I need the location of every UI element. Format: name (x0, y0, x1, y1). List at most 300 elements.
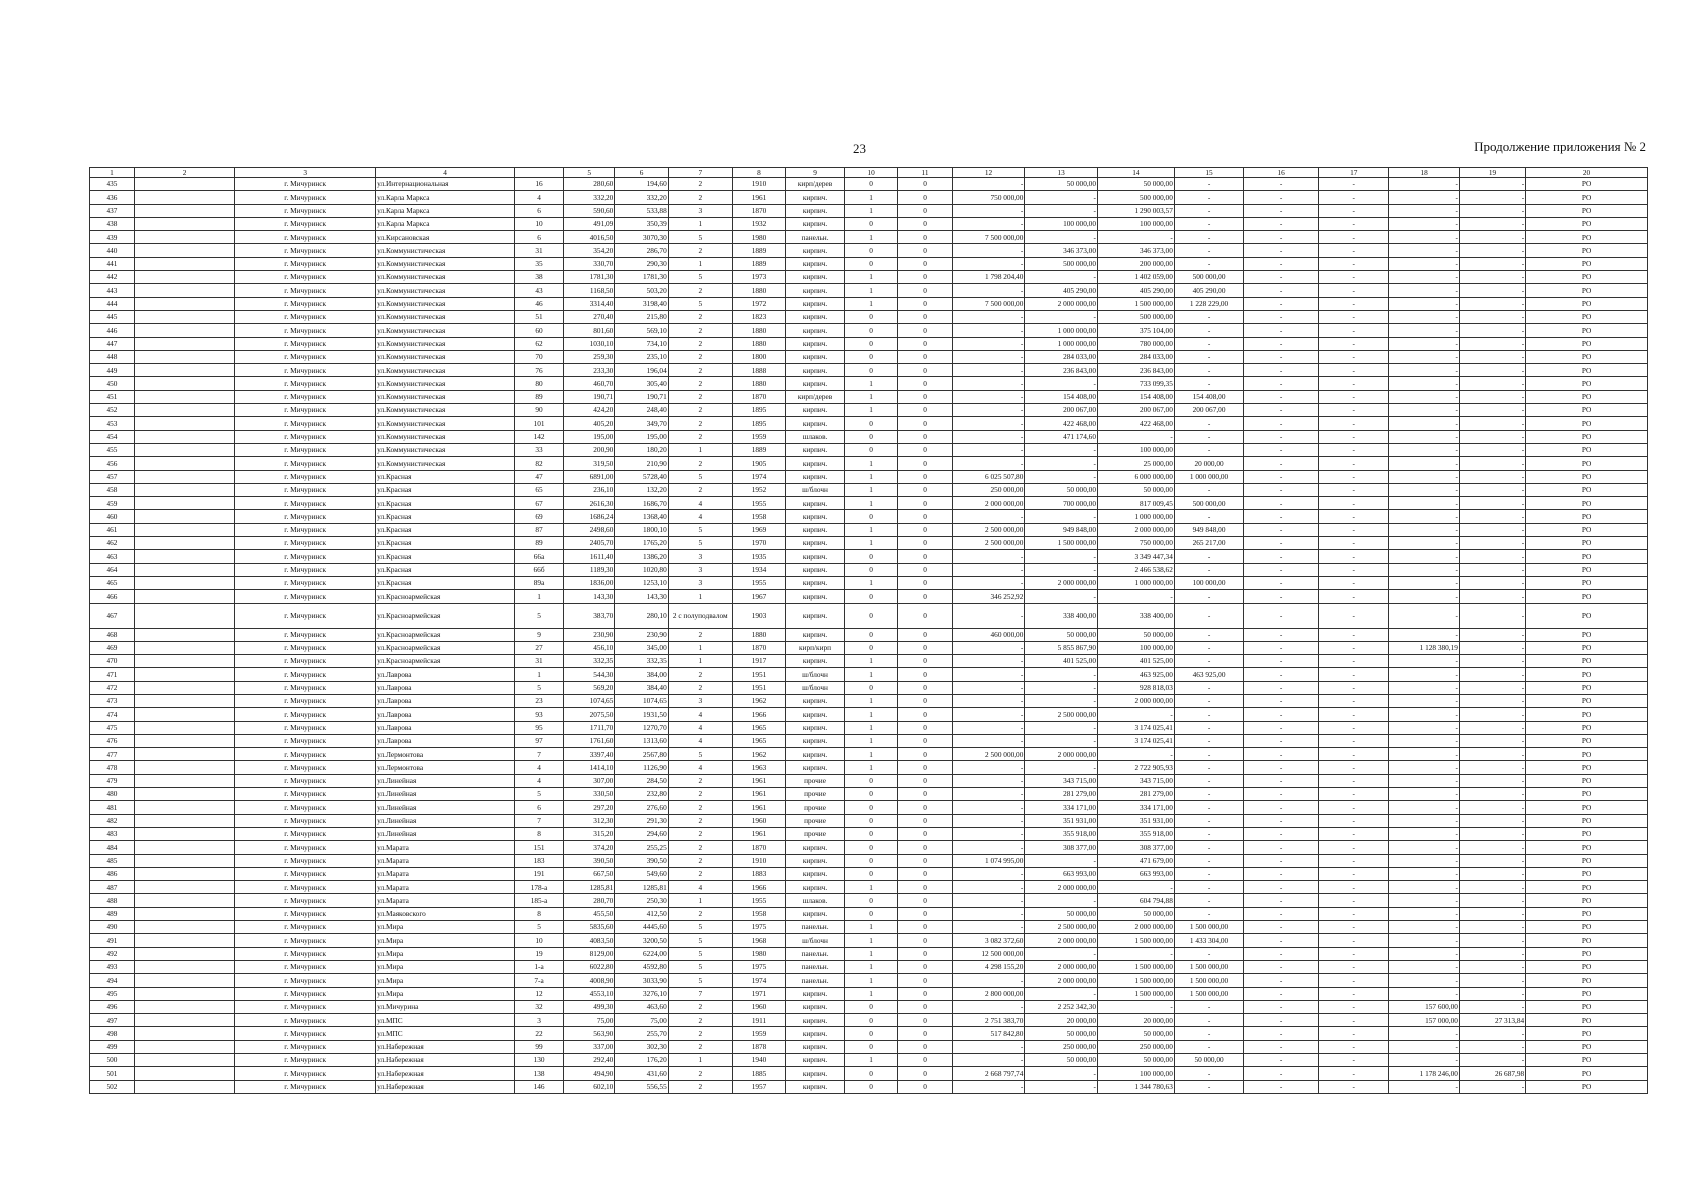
table-row (90, 708, 1648, 721)
table-cell: РО (1526, 457, 1648, 470)
table-cell: 424,20 (564, 404, 615, 417)
table-cell: 50 000,00 (1097, 628, 1174, 641)
table-cell: 5 (668, 470, 732, 483)
table-cell: 0 (844, 324, 897, 337)
table-row (90, 814, 1648, 827)
table-cell: 1 (514, 668, 563, 681)
table-cell: - (1318, 721, 1388, 734)
table-cell: - (1318, 377, 1388, 390)
table-cell: 2 466 538,62 (1097, 563, 1174, 576)
table-cell: 1968 (732, 934, 785, 947)
table-cell: 7 500 000,00 (952, 297, 1025, 310)
table-cell: 485 (90, 854, 135, 867)
table-cell: - (1318, 987, 1388, 1000)
table-cell: 500 000,00 (1174, 497, 1243, 510)
table-cell: 750 000,00 (952, 191, 1025, 204)
table-cell: - (952, 550, 1025, 563)
table-cell: ул.Красная (376, 510, 515, 523)
table-cell: кирпич. (786, 761, 845, 774)
table-cell: г. Мичуринск (235, 628, 376, 641)
table-cell: - (1244, 244, 1319, 257)
table-cell: 6224,00 (615, 947, 668, 960)
table-cell: 405 290,00 (1025, 284, 1098, 297)
table-cell: 95 (514, 721, 563, 734)
table-cell: РО (1526, 814, 1648, 827)
table-cell: 2 (668, 284, 732, 297)
table-cell: г. Мичуринск (235, 257, 376, 270)
table-cell: 0 (844, 1000, 897, 1013)
table-cell: 51 (514, 310, 563, 323)
table-cell: 308 377,00 (1025, 841, 1098, 854)
table-cell: г. Мичуринск (235, 1000, 376, 1013)
table-cell: 0 (898, 641, 952, 654)
table-row (90, 523, 1648, 536)
table-cell: 1870 (732, 641, 785, 654)
table-cell: - (1318, 668, 1388, 681)
table-cell: 1414,10 (564, 761, 615, 774)
table-cell: 76 (514, 364, 563, 377)
table-cell: 1 500 000,00 (1097, 934, 1174, 947)
table-cell: - (1097, 748, 1174, 761)
table-cell: 1974 (732, 974, 785, 987)
table-cell: - (1389, 603, 1459, 628)
table-cell: 281 279,00 (1097, 788, 1174, 801)
table-cell: 0 (844, 563, 897, 576)
table-cell: 2 500 000,00 (952, 748, 1025, 761)
table-cell: 0 (844, 1067, 897, 1080)
appendix-title: Продолжение приложения № 2 (1474, 139, 1646, 154)
table-cell: 1-а (514, 960, 563, 973)
table-cell (134, 881, 234, 894)
table-cell: 3 174 025,41 (1097, 721, 1174, 734)
table-cell: 1895 (732, 404, 785, 417)
table-cell: 1 (668, 641, 732, 654)
table-cell: РО (1526, 1067, 1648, 1080)
table-cell: РО (1526, 443, 1648, 456)
table-cell: 307,00 (564, 774, 615, 787)
table-cell: 1911 (732, 1014, 785, 1027)
table-cell: РО (1526, 1040, 1648, 1053)
column-header: 6 (615, 168, 668, 178)
table-cell: - (1318, 1014, 1388, 1027)
table-cell: прочие (786, 774, 845, 787)
table-cell: 481 (90, 801, 135, 814)
table-cell: - (1244, 788, 1319, 801)
table-cell: 60 (514, 324, 563, 337)
table-cell: 0 (898, 748, 952, 761)
table-cell: 334 171,00 (1097, 801, 1174, 814)
table-row (90, 510, 1648, 523)
table-row (90, 497, 1648, 510)
table-cell: 69 (514, 510, 563, 523)
table-cell: - (1174, 947, 1243, 960)
table-cell: 1 074 995,00 (952, 854, 1025, 867)
table-cell: 50 000,00 (1025, 178, 1098, 191)
table-cell (134, 641, 234, 654)
table-row (90, 244, 1648, 257)
table-cell: - (1174, 907, 1243, 920)
table-cell: 470 (90, 655, 135, 668)
table-cell: 3 (668, 694, 732, 707)
table-cell (134, 297, 234, 310)
table-cell: 0 (898, 563, 952, 576)
table-row (90, 350, 1648, 363)
table-cell: 0 (898, 827, 952, 840)
table-cell: 100 000,00 (1025, 217, 1098, 230)
table-cell: 1 (844, 881, 897, 894)
table-cell: панельн. (786, 921, 845, 934)
table-cell: - (1459, 761, 1525, 774)
table-cell: ул.Красноармейская (376, 628, 515, 641)
table-cell: г. Мичуринск (235, 947, 376, 960)
table-cell: - (952, 390, 1025, 403)
table-cell: 435 (90, 178, 135, 191)
table-cell: 330,50 (564, 788, 615, 801)
table-cell: кирпич. (786, 324, 845, 337)
table-cell: 2 (668, 814, 732, 827)
table-row (90, 563, 1648, 576)
table-cell: 500 000,00 (1097, 310, 1174, 323)
table-cell: ул.Карла Маркса (376, 217, 515, 230)
table-cell: 332,35 (615, 655, 668, 668)
table-cell: г. Мичуринск (235, 694, 376, 707)
table-cell: - (1389, 364, 1459, 377)
table-cell: 0 (898, 894, 952, 907)
table-cell (134, 788, 234, 801)
table-cell: - (1174, 694, 1243, 707)
table-cell: - (1389, 417, 1459, 430)
table-cell: 1975 (732, 921, 785, 934)
table-cell: 750 000,00 (1097, 537, 1174, 550)
table-cell: панельн. (786, 947, 845, 960)
table-cell: 280,70 (564, 894, 615, 907)
table-cell: - (952, 894, 1025, 907)
table-cell: РО (1526, 974, 1648, 987)
table-cell: г. Мичуринск (235, 563, 376, 576)
table-cell: ул.Лаврова (376, 721, 515, 734)
table-cell: РО (1526, 867, 1648, 880)
table-cell: 330,70 (564, 257, 615, 270)
table-cell: 1020,80 (615, 563, 668, 576)
table-cell: г. Мичуринск (235, 390, 376, 403)
table-cell: 1 (668, 590, 732, 603)
table-cell: 0 (844, 801, 897, 814)
table-cell: ул.Мичурина (376, 1000, 515, 1013)
table-cell: 0 (844, 417, 897, 430)
table-cell: кирпич. (786, 510, 845, 523)
table-cell: 422 468,00 (1025, 417, 1098, 430)
table-row (90, 974, 1648, 987)
table-cell: РО (1526, 960, 1648, 973)
table-cell: 2 252 342,30 (1025, 1000, 1098, 1013)
table-cell: 5728,40 (615, 470, 668, 483)
table-cell: - (1318, 457, 1388, 470)
table-cell: 1960 (732, 814, 785, 827)
table-cell: - (1244, 668, 1319, 681)
table-cell: 5 (514, 921, 563, 934)
table-cell: - (1389, 907, 1459, 920)
table-cell: 0 (898, 271, 952, 284)
table-cell: РО (1526, 550, 1648, 563)
table-cell: 456,10 (564, 641, 615, 654)
table-cell: г. Мичуринск (235, 537, 376, 550)
table-cell: 0 (898, 217, 952, 230)
table-row (90, 404, 1648, 417)
table-cell: 5 (668, 297, 732, 310)
table-cell: ул.Коммунистическая (376, 310, 515, 323)
table-cell: 280,60 (564, 178, 615, 191)
table-cell: - (1174, 563, 1243, 576)
table-cell: - (1097, 430, 1174, 443)
table-cell (134, 748, 234, 761)
table-cell: 4 (668, 510, 732, 523)
table-cell: кирп/дерев (786, 178, 845, 191)
table-cell: 471 174,60 (1025, 430, 1098, 443)
table-cell: - (1389, 827, 1459, 840)
table-row (90, 550, 1648, 563)
table-cell: 195,00 (615, 430, 668, 443)
table-cell: 455 (90, 443, 135, 456)
table-row (90, 628, 1648, 641)
table-cell: - (1459, 443, 1525, 456)
table-cell: - (1318, 641, 1388, 654)
table-cell (134, 1000, 234, 1013)
table-cell: - (1318, 417, 1388, 430)
table-cell: 1880 (732, 337, 785, 350)
table-cell: - (1459, 337, 1525, 350)
table-cell: 350,39 (615, 217, 668, 230)
table-cell: г. Мичуринск (235, 774, 376, 787)
table-cell: 463 925,00 (1174, 668, 1243, 681)
table-cell: 250,30 (615, 894, 668, 907)
table-cell: - (1459, 377, 1525, 390)
table-cell: 297,20 (564, 801, 615, 814)
table-cell: 345,00 (615, 641, 668, 654)
table-cell: - (1244, 231, 1319, 244)
table-cell: 0 (898, 974, 952, 987)
table-cell: ул.Красная (376, 497, 515, 510)
table-cell: - (952, 721, 1025, 734)
table-cell: 0 (898, 257, 952, 270)
table-cell: ул.Коммунистическая (376, 443, 515, 456)
table-cell: 349,70 (615, 417, 668, 430)
table-cell: 70 (514, 350, 563, 363)
table-cell: 2 (668, 310, 732, 323)
table-cell: 2 000 000,00 (1025, 960, 1098, 973)
table-cell: - (1459, 510, 1525, 523)
table-cell: кирпич. (786, 1067, 845, 1080)
table-cell: г. Мичуринск (235, 510, 376, 523)
table-cell: РО (1526, 907, 1648, 920)
table-cell: г. Мичуринск (235, 470, 376, 483)
table-cell: 1 344 780,63 (1097, 1080, 1174, 1093)
table-cell: г. Мичуринск (235, 1040, 376, 1053)
table-row (90, 1027, 1648, 1040)
table-cell: 0 (898, 721, 952, 734)
table-cell: 332,20 (615, 191, 668, 204)
table-cell: - (1459, 350, 1525, 363)
table-cell: 1967 (732, 590, 785, 603)
table-cell: 236 843,00 (1097, 364, 1174, 377)
table-cell: РО (1526, 217, 1648, 230)
table-cell: г. Мичуринск (235, 907, 376, 920)
table-cell: 0 (898, 694, 952, 707)
table-cell: - (1244, 1040, 1319, 1053)
table-cell (134, 947, 234, 960)
table-cell: 733 099,35 (1097, 377, 1174, 390)
table-cell: - (1389, 430, 1459, 443)
table-cell: 230,90 (615, 628, 668, 641)
table-cell: г. Мичуринск (235, 854, 376, 867)
table-cell: - (1459, 497, 1525, 510)
table-row (90, 204, 1648, 217)
table-cell: 1889 (732, 257, 785, 270)
table-cell: 2498,60 (564, 523, 615, 536)
table-cell: - (952, 204, 1025, 217)
table-cell: ул.Коммунистическая (376, 244, 515, 257)
table-cell: прочие (786, 788, 845, 801)
table-cell: - (1025, 590, 1098, 603)
table-cell: 80 (514, 377, 563, 390)
table-cell: кирп/кирп (786, 641, 845, 654)
table-cell: шлаков. (786, 430, 845, 443)
table-cell (134, 231, 234, 244)
table-cell (134, 310, 234, 323)
table-cell (134, 603, 234, 628)
table-cell: - (952, 284, 1025, 297)
table-cell: ул.Красная (376, 576, 515, 589)
table-cell: 4008,90 (564, 974, 615, 987)
table-cell: - (952, 350, 1025, 363)
table-cell: 3 349 447,34 (1097, 550, 1174, 563)
table-cell: 2 (668, 417, 732, 430)
table-cell: 4553,10 (564, 987, 615, 1000)
table-cell: 5 (668, 934, 732, 947)
table-row (90, 297, 1648, 310)
table-cell: кирпич. (786, 1080, 845, 1093)
table-cell: 0 (898, 761, 952, 774)
table-cell: - (952, 641, 1025, 654)
table-cell: - (1174, 788, 1243, 801)
table-cell: ул.Мира (376, 947, 515, 960)
table-cell: - (1389, 204, 1459, 217)
table-cell: 20 000,00 (1174, 457, 1243, 470)
table-cell: - (1174, 350, 1243, 363)
table-row (90, 1080, 1648, 1093)
table-cell: ул.Коммунистическая (376, 457, 515, 470)
table-cell: ул.Коммунистическая (376, 337, 515, 350)
table-cell: 0 (844, 894, 897, 907)
table-cell: - (1244, 814, 1319, 827)
table-cell: г. Мичуринск (235, 271, 376, 284)
table-cell: 1285,81 (615, 881, 668, 894)
table-cell: - (1097, 231, 1174, 244)
table-cell: 1 500 000,00 (1025, 537, 1098, 550)
table-cell (134, 457, 234, 470)
table-cell: 8129,00 (564, 947, 615, 960)
table-cell: - (1244, 443, 1319, 456)
table-cell: РО (1526, 1000, 1648, 1013)
table-cell: 448 (90, 350, 135, 363)
table-cell: 2 722 905,93 (1097, 761, 1174, 774)
table-cell: кирпич. (786, 881, 845, 894)
table-cell: 5 (514, 603, 563, 628)
table-cell: 75,00 (564, 1014, 615, 1027)
table-cell: РО (1526, 1027, 1648, 1040)
table-cell: 4445,60 (615, 921, 668, 934)
table-cell: 1895 (732, 417, 785, 430)
table-cell: - (1174, 1027, 1243, 1040)
table-cell: - (952, 921, 1025, 934)
table-row (90, 443, 1648, 456)
table-cell: - (1389, 404, 1459, 417)
table-cell: панельн. (786, 960, 845, 973)
table-cell: 6 (514, 204, 563, 217)
table-cell: 1 (668, 217, 732, 230)
table-cell: 354,20 (564, 244, 615, 257)
table-cell: 405 290,00 (1174, 284, 1243, 297)
table-cell: 469 (90, 641, 135, 654)
table-cell: - (1097, 881, 1174, 894)
table-cell: - (1459, 721, 1525, 734)
table-cell: г. Мичуринск (235, 497, 376, 510)
table-cell: - (1318, 510, 1388, 523)
table-cell: 2 000 000,00 (1025, 974, 1098, 987)
table-cell: 0 (898, 191, 952, 204)
table-cell: - (1025, 377, 1098, 390)
table-cell: - (952, 694, 1025, 707)
table-cell (134, 377, 234, 390)
table-cell: 1966 (732, 708, 785, 721)
table-cell: ул.Мира (376, 974, 515, 987)
table-cell: г. Мичуринск (235, 1080, 376, 1093)
register-table (89, 167, 1648, 1094)
table-cell: 0 (844, 788, 897, 801)
table-cell: 2 000 000,00 (1097, 523, 1174, 536)
table-cell: РО (1526, 523, 1648, 536)
table-cell (134, 576, 234, 589)
table-cell: - (1318, 244, 1388, 257)
table-cell: 1285,81 (564, 881, 615, 894)
table-cell: 700 000,00 (1025, 497, 1098, 510)
table-cell: 0 (898, 934, 952, 947)
table-cell: 236,10 (564, 483, 615, 496)
table-cell: - (1025, 681, 1098, 694)
table-cell: ул.Лермонтова (376, 748, 515, 761)
table-cell: 8 (514, 827, 563, 840)
table-cell: г. Мичуринск (235, 881, 376, 894)
table-cell: 1 (668, 257, 732, 270)
table-cell: 949 848,00 (1025, 523, 1098, 536)
table-cell: 1910 (732, 178, 785, 191)
table-cell: - (1459, 257, 1525, 270)
table-cell: 1 (844, 191, 897, 204)
table-cell: - (1244, 655, 1319, 668)
table-cell (134, 417, 234, 430)
table-cell (134, 337, 234, 350)
table-cell: 5 855 867,90 (1025, 641, 1098, 654)
table-cell: г. Мичуринск (235, 550, 376, 563)
table-cell: 1168,50 (564, 284, 615, 297)
table-row (90, 310, 1648, 323)
table-cell: РО (1526, 178, 1648, 191)
table-cell: РО (1526, 430, 1648, 443)
table-cell: 190,71 (564, 390, 615, 403)
table-cell: - (952, 881, 1025, 894)
table-cell: РО (1526, 497, 1648, 510)
table-cell: РО (1526, 537, 1648, 550)
table-cell: 31 (514, 655, 563, 668)
